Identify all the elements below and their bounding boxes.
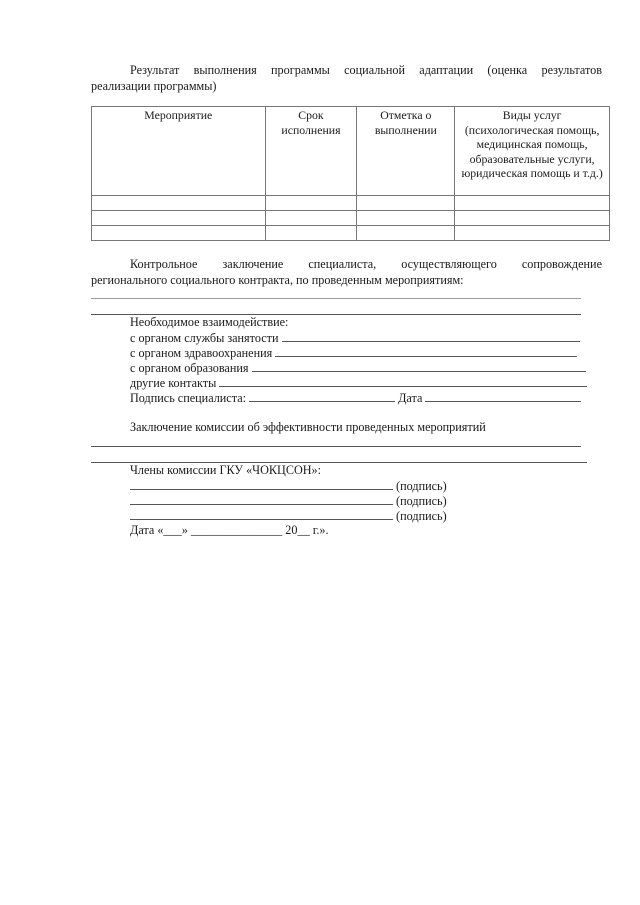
header-service-types: Виды услуг (психологическая помощь, медицинская помощь, образовательные услуги, юридическая помощь и т.д.)	[455, 107, 610, 196]
commission-conclusion-title: Заключение комиссии об эффективности проведенных мероприятий	[130, 420, 486, 434]
signature-caption: (подпись)	[396, 509, 447, 523]
header-deadline: Срок исполнения	[265, 107, 357, 196]
member-signature-row	[130, 478, 447, 494]
table-header-row	[92, 107, 610, 196]
member-signature-row	[130, 508, 447, 524]
conclusion-paragraph	[91, 256, 602, 272]
other-contacts-label: другие контакты	[130, 376, 217, 390]
conclusion-line-2: регионального социального контракта, по проведенным мероприятиям:	[91, 273, 464, 287]
conclusion-paragraph-cont	[91, 272, 602, 288]
member-signature-field[interactable]	[130, 508, 393, 520]
table-cell[interactable]	[265, 226, 357, 241]
health-label: с органом здравоохранения	[130, 346, 273, 360]
table-cell[interactable]	[92, 211, 266, 226]
specialist-conclusion-line-1[interactable]	[91, 298, 581, 299]
signature-caption: (подпись)	[396, 479, 447, 493]
member-signature-row	[130, 493, 447, 509]
commission-conclusion-line-1[interactable]	[91, 446, 581, 447]
intro-line-1: Результат выполнения программы социальной адаптации (оценка результатов	[130, 63, 602, 77]
member-signature-field[interactable]	[130, 493, 393, 505]
specialist-signature-row	[130, 390, 581, 406]
table-cell[interactable]	[92, 196, 266, 211]
table-cell[interactable]	[357, 226, 455, 241]
commission-members-title: Члены комиссии ГКУ «ЧОКЦСОН»:	[130, 463, 322, 477]
header-completion-mark: Отметка о выполнении	[357, 107, 455, 196]
interaction-health-row	[130, 345, 577, 361]
table-cell[interactable]	[357, 196, 455, 211]
table-cell[interactable]	[455, 196, 610, 211]
commission-date-line: Дата «___» _______________ 20__ г.».	[130, 523, 329, 537]
signature-caption: (подпись)	[396, 494, 447, 508]
member-signature-field[interactable]	[130, 478, 393, 490]
intro-paragraph-cont	[91, 78, 602, 94]
date-label: Дата	[398, 391, 423, 405]
table-cell[interactable]	[455, 211, 610, 226]
table-cell[interactable]	[92, 226, 266, 241]
conclusion-line-1: Контрольное заключение специалиста, осуществляющего сопровождение	[130, 257, 602, 271]
education-label: с органом образования	[130, 361, 249, 375]
intro-line-2: реализации программы)	[91, 79, 217, 93]
table-row	[92, 211, 610, 226]
education-field[interactable]	[252, 360, 586, 372]
interaction-education-row	[130, 360, 586, 376]
signature-label: Подпись специалиста:	[130, 391, 246, 405]
table-cell[interactable]	[265, 196, 357, 211]
health-field[interactable]	[275, 345, 577, 357]
employment-field[interactable]	[282, 330, 580, 342]
interaction-employment-row	[130, 330, 580, 346]
table-cell[interactable]	[357, 211, 455, 226]
activities-table	[91, 106, 610, 241]
other-contacts-field[interactable]	[219, 375, 587, 387]
header-activity: Мероприятие	[92, 107, 266, 196]
table-row	[92, 226, 610, 241]
table-cell[interactable]	[455, 226, 610, 241]
intro-paragraph	[91, 62, 602, 78]
interaction-title: Необходимое взаимодействие:	[130, 315, 289, 329]
table-cell[interactable]	[265, 211, 357, 226]
employment-label: с органом службы занятости	[130, 331, 279, 345]
interaction-other-row	[130, 375, 587, 391]
table-row	[92, 196, 610, 211]
specialist-date-field[interactable]	[425, 390, 581, 402]
specialist-signature-field[interactable]	[249, 390, 395, 402]
